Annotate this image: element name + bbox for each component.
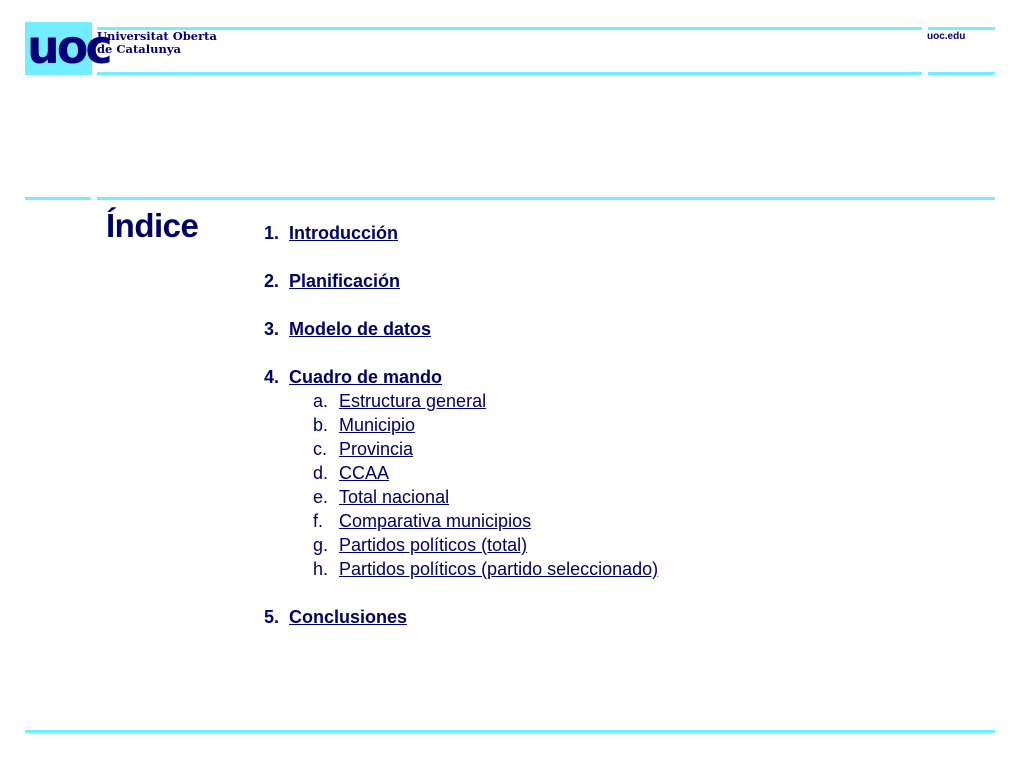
toc-link-municipio[interactable]: Municipio bbox=[339, 415, 416, 435]
toc-link-comparativa-municipios[interactable]: Comparativa municipios bbox=[339, 511, 532, 531]
footer-rule bbox=[25, 730, 995, 733]
toc-item-conclusiones bbox=[264, 606, 964, 630]
header-bottom-rule-right bbox=[928, 72, 995, 75]
toc-subitem-partidos-total bbox=[264, 534, 964, 558]
toc-subnumber: b. bbox=[313, 415, 329, 435]
domain-label: uoc.edu bbox=[927, 31, 966, 42]
toc-subnumber: c. bbox=[313, 439, 328, 459]
header-bottom-rule bbox=[97, 72, 922, 75]
university-name-line1: Universitat Oberta bbox=[97, 29, 217, 43]
toc-number: 4. bbox=[264, 367, 280, 387]
university-name bbox=[97, 30, 217, 56]
toc-subnumber: f. bbox=[313, 511, 324, 531]
toc-subitem-comparativa-municipios bbox=[264, 510, 964, 534]
toc-subitem-partidos-seleccionado bbox=[264, 558, 964, 582]
toc-subitem-estructura-general bbox=[264, 390, 964, 414]
uoc-logo bbox=[25, 20, 110, 75]
toc-item-cuadro-de-mando bbox=[264, 366, 964, 390]
toc-number: 1. bbox=[264, 223, 280, 243]
toc-subnumber: a. bbox=[313, 391, 329, 411]
toc-link-partidos-total[interactable]: Partidos políticos (total) bbox=[339, 535, 528, 555]
toc-link-cuadro-de-mando[interactable]: Cuadro de mando bbox=[289, 367, 443, 387]
toc-link-modelo-de-datos[interactable]: Modelo de datos bbox=[289, 319, 432, 339]
toc-subitem-ccaa bbox=[264, 462, 964, 486]
page-title: Índice bbox=[106, 207, 199, 244]
toc-number: 3. bbox=[264, 319, 280, 339]
toc-item-modelo-de-datos bbox=[264, 318, 964, 342]
title-rule-left bbox=[25, 197, 91, 200]
table-of-contents bbox=[264, 222, 964, 630]
toc-link-introduccion[interactable]: Introducción bbox=[289, 223, 398, 243]
toc-link-estructura-general[interactable]: Estructura general bbox=[339, 391, 487, 411]
toc-number: 2. bbox=[264, 271, 280, 291]
toc-subnumber: h. bbox=[313, 559, 329, 579]
header-top-rule-right bbox=[928, 27, 995, 30]
toc-subitem-total-nacional bbox=[264, 486, 964, 510]
university-name-line2: de Catalunya bbox=[97, 42, 181, 56]
toc-link-conclusiones[interactable]: Conclusiones bbox=[289, 607, 408, 627]
header-top-rule bbox=[97, 27, 922, 30]
toc-subnumber: d. bbox=[313, 463, 329, 483]
title-rule bbox=[97, 197, 995, 200]
toc-link-provincia[interactable]: Provincia bbox=[339, 439, 414, 459]
toc-number: 5. bbox=[264, 607, 280, 627]
toc-subitem-provincia bbox=[264, 438, 964, 462]
toc-item-introduccion bbox=[264, 222, 964, 246]
toc-link-partidos-seleccionado[interactable]: Partidos políticos (partido seleccionado) bbox=[339, 559, 659, 579]
toc-subitem-municipio bbox=[264, 414, 964, 438]
logo-text: uoc bbox=[27, 20, 110, 74]
toc-item-planificacion bbox=[264, 270, 964, 294]
toc-subnumber: g. bbox=[313, 535, 329, 555]
toc-link-total-nacional[interactable]: Total nacional bbox=[339, 487, 450, 507]
toc-link-planificacion[interactable]: Planificación bbox=[289, 271, 401, 291]
toc-subnumber: e. bbox=[313, 487, 329, 507]
toc-link-ccaa[interactable]: CCAA bbox=[339, 463, 390, 483]
